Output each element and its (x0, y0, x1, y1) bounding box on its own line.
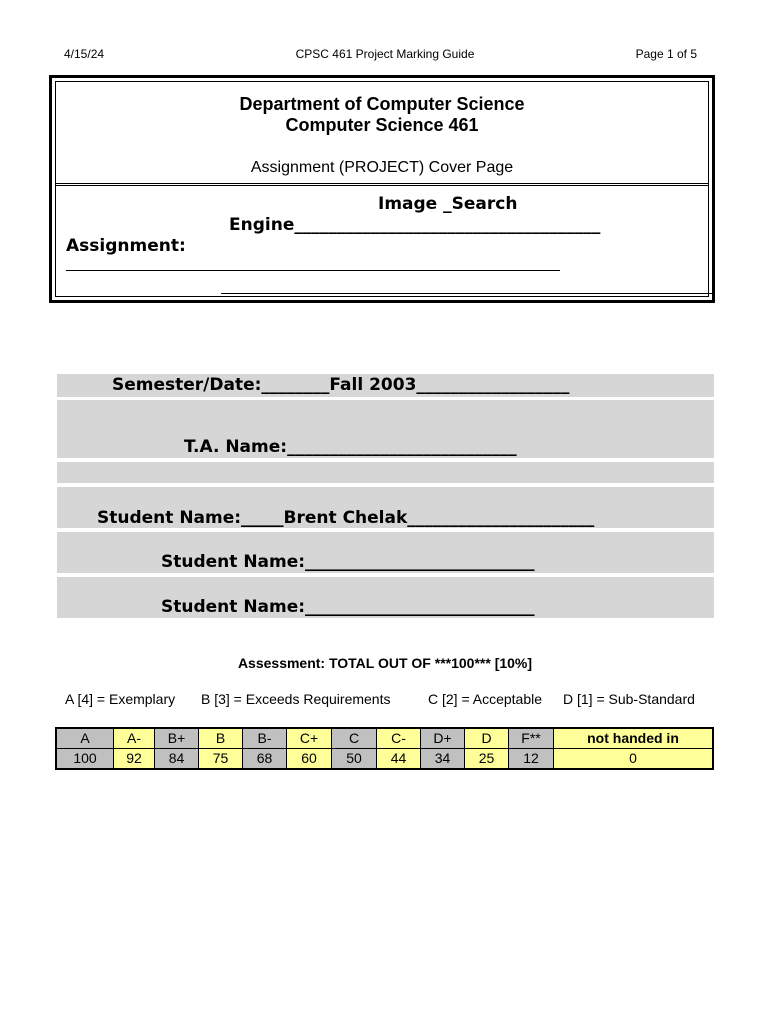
grade-letter-cell: B+ (155, 728, 199, 749)
cover-box-inner (55, 81, 709, 297)
grade-letter-cell: F** (509, 728, 554, 749)
scale-exceeds: B [3] = Exceeds Requirements (201, 691, 391, 707)
grade-letter-cell: B- (243, 728, 287, 749)
student-name-field-2: Student Name:___________________________ (161, 552, 535, 572)
project-title-line-1: Image _Search (378, 194, 518, 214)
header-page-number: Page 1 of 5 (635, 47, 697, 61)
cover-divider (56, 183, 708, 186)
grade-score-cell: 75 (199, 749, 243, 770)
grade-letter-cell: C+ (287, 728, 332, 749)
header-title: CPSC 461 Project Marking Guide (295, 47, 475, 61)
scale-sub-standard: D [1] = Sub-Standard (563, 691, 695, 707)
grade-score-row (56, 749, 713, 770)
grade-score-cell: 68 (243, 749, 287, 770)
ta-name-field: T.A. Name:___________________________ (184, 437, 517, 457)
cover-box (49, 75, 715, 303)
grade-letter-cell: A (56, 728, 114, 749)
grade-score-cell: 34 (421, 749, 465, 770)
grade-score-cell: 60 (287, 749, 332, 770)
header-date: 4/15/24 (64, 47, 105, 61)
grade-score-cell: 0 (554, 749, 714, 770)
scale-acceptable: C [2] = Acceptable (428, 691, 543, 707)
grade-letter-cell: A- (114, 728, 155, 749)
scale-exemplary: A [4] = Exemplary (65, 691, 176, 707)
grade-score-cell: 50 (332, 749, 377, 770)
semester-field: Semester/Date:________Fall 2003__________________ (112, 375, 570, 395)
assignment-blank-line-1 (66, 270, 560, 271)
grade-letter-cell: not handed in (554, 728, 714, 749)
grade-letter-cell: D+ (421, 728, 465, 749)
cover-page-title: Assignment (PROJECT) Cover Page (250, 159, 514, 176)
student-name-field-3: Student Name:___________________________ (161, 597, 535, 617)
assignment-label: Assignment: (66, 236, 186, 256)
grade-letter-row (56, 728, 713, 749)
grade-letter-cell: B (199, 728, 243, 749)
course-title: Computer Science 461 (285, 115, 479, 135)
spacer-band (57, 462, 714, 483)
assessment-title: Assessment: TOTAL OUT OF ***100*** [10%] (237, 655, 533, 671)
project-title-line-2: Engine____________________________________ (229, 215, 601, 235)
grade-letter-cell: C- (377, 728, 421, 749)
grade-score-cell: 44 (377, 749, 421, 770)
student-name-field-1: Student Name:_____Brent Chelak______________________ (97, 508, 595, 528)
grade-score-cell: 92 (114, 749, 155, 770)
grade-table (55, 727, 714, 770)
grade-score-cell: 100 (56, 749, 114, 770)
department-title: Department of Computer Science (239, 94, 525, 114)
grade-letter-cell: D (465, 728, 509, 749)
grade-letter-cell: C (332, 728, 377, 749)
grade-score-cell: 12 (509, 749, 554, 770)
grade-score-cell: 84 (155, 749, 199, 770)
grade-score-cell: 25 (465, 749, 509, 770)
assignment-blank-line-2 (221, 293, 713, 294)
